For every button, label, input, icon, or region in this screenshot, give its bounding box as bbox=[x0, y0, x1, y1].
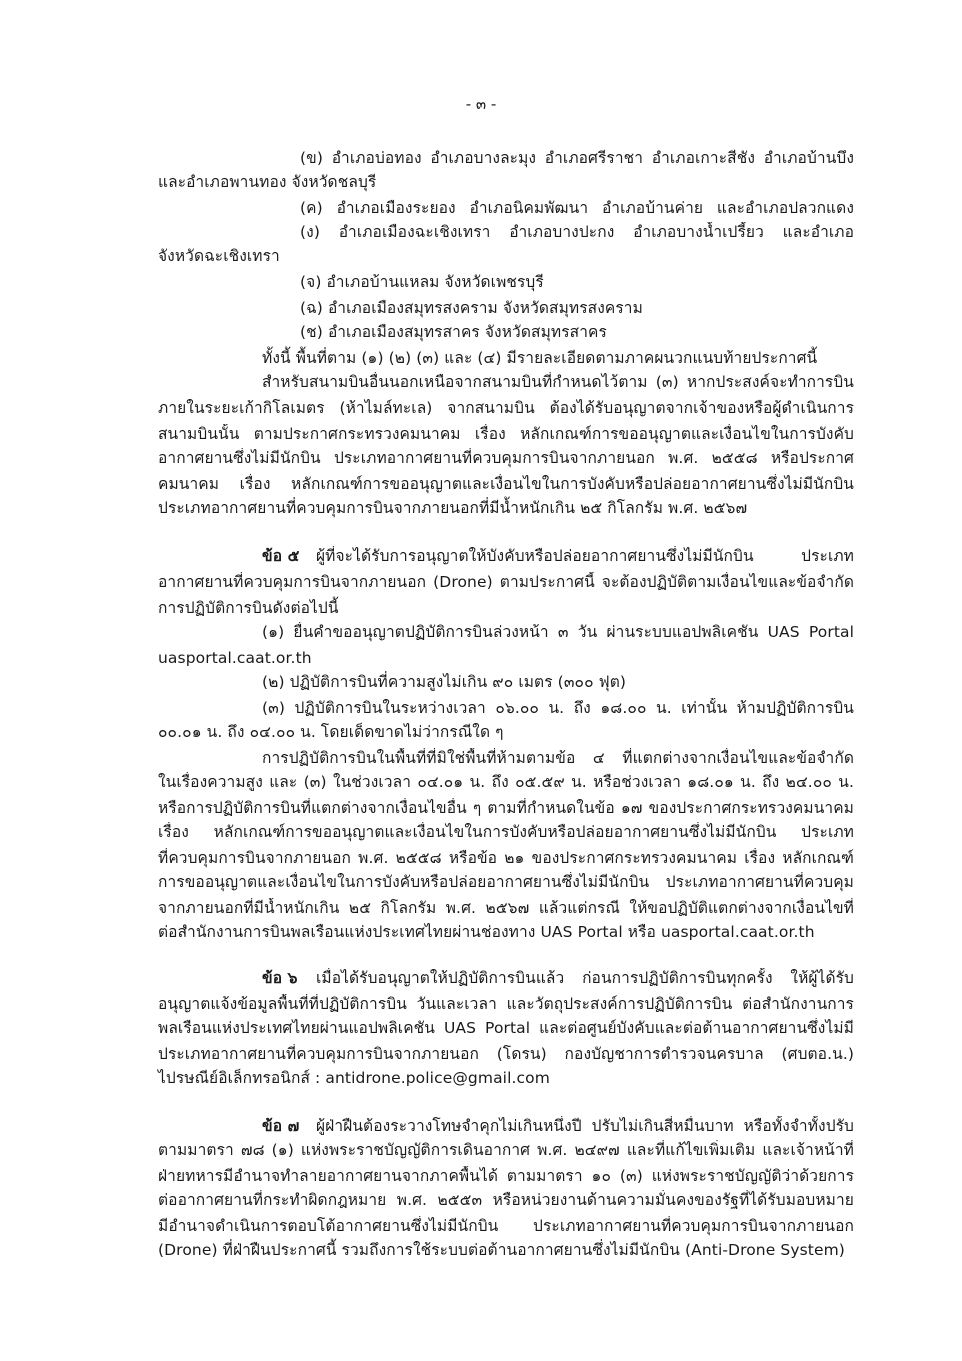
text-line: พลเรือนแห่งประเทศไทยผ่านแอปพลิเคชัน UAS Portal และต่อศูนย์บังคับและต่อต้านอากาศยานซึ่งไม่มี bbox=[158, 1019, 854, 1037]
text-line: อากาศยานซึ่งไม่มีนักบิน ประเภทอากาศยานที่ควบคุมการบินจากภายนอก พ.ศ. ๒๕๕๘ หรือประกาศ bbox=[158, 449, 854, 467]
text-line: ผู้ฝ่าฝืนต้องระวางโทษจำคุกไม่เกินหนึ่งปี ปรับไม่เกินสี่หมื่นบาท หรือทั้งจำทั้งปรับ bbox=[316, 1117, 854, 1135]
text-line: (ข) อำเภอบ่อทอง อำเภอบางละมุง อำเภอศรีราชา อำเภอเกาะสีชัง อำเภอบ้านบึง bbox=[300, 149, 854, 167]
text-line: การปฏิบัติการบินในพื้นที่ที่มิใช่พื้นที่ห้ามตามข้อ ๔ ที่แตกต่างจากเงื่อนไขและข้อจำกัด bbox=[262, 749, 854, 767]
text-line: (๑) ยื่นคำขออนุญาตปฏิบัติการบินล่วงหน้า ๓ วัน ผ่านระบบแอปพลิเคชัน UAS Portal bbox=[262, 623, 854, 641]
text-line: เมื่อได้รับอนุญาตให้ปฏิบัติการบินแล้ว ก่อนการปฏิบัติการบินทุกครั้ง ให้ผู้ได้รับ bbox=[316, 969, 854, 987]
text-line: ทั้งนี้ พื้นที่ตาม (๑) (๒) (๓) และ (๔) มีรายละเอียดตามภาคผนวกแนบท้ายประกาศนี้ bbox=[262, 349, 818, 367]
text-line: คมนาคม เรื่อง หลักเกณฑ์การขออนุญาตและเงื่อนไขในการบังคับหรือปล่อยอากาศยานซึ่งไม่มีนักบิน bbox=[158, 475, 854, 493]
text-line: ไปรษณีย์อิเล็กทรอนิกส์ : antidrone.police@gmail.com bbox=[158, 1069, 550, 1087]
text-line: (Drone) ที่ฝ่าฝืนประกาศนี้ รวมถึงการใช้ระบบต่อต้านอากาศยานซึ่งไม่มีนักบิน (Anti-Drone System) bbox=[158, 1241, 845, 1259]
text-line: ภายในระยะเก้ากิโลเมตร (ห้าไมล์ทะเล) จากสนามบิน ต้องได้รับอนุญาตจากเจ้าของหรือผู้ดำเนินการ bbox=[158, 399, 854, 417]
text-line: uasportal.caat.or.th bbox=[158, 649, 312, 667]
text-line: การขออนุญาตและเงื่อนไขในการบังคับหรือปล่อยอากาศยานซึ่งไม่มีนักบิน ประเภทอากาศยานที่ควบคุม bbox=[158, 873, 854, 891]
text-line: มีอำนาจดำเนินการตอบโต้อากาศยานซึ่งไม่มีนักบิน ประเภทอากาศยานที่ควบคุมการบินจากภายนอก bbox=[158, 1217, 854, 1235]
text-line: และอำเภอพานทอง จังหวัดชลบุรี bbox=[158, 173, 377, 191]
text-line: ฝ่ายทหารมีอำนาจทำลายอากาศยานจากภาคพื้นได้ ตามมาตรา ๑๐ (๓) แห่งพระราชบัญญัติว่าด้วยการ bbox=[158, 1167, 854, 1185]
clause-heading: ข้อ ๖ bbox=[262, 969, 298, 987]
text-line: ที่ควบคุมการบินจากภายนอก พ.ศ. ๒๕๕๘ หรือข้อ ๒๑ ของประกาศกระทรวงคมนาคม เรื่อง หลักเกณฑ์ bbox=[158, 849, 854, 867]
clause-heading: ข้อ ๕ bbox=[262, 547, 300, 565]
text-line: ในเรื่องความสูง และ (๓) ในช่วงเวลา ๐๔.๐๑ น. ถึง ๐๕.๕๙ น. หรือช่วงเวลา ๑๘.๐๑ น. ถึง ๒๔.๐๐ น. bbox=[158, 773, 854, 791]
text-line: เรื่อง หลักเกณฑ์การขออนุญาตและเงื่อนไขในการบังคับหรือปล่อยอากาศยานซึ่งไม่มีนักบิน ประเภท bbox=[158, 823, 854, 841]
text-line: (๒) ปฏิบัติการบินที่ความสูงไม่เกิน ๙๐ เมตร (๓๐๐ ฟุต) bbox=[262, 673, 627, 691]
text-line: (ค) อำเภอเมืองระยอง อำเภอนิคมพัฒนา อำเภอบ้านค่าย และอำเภอปลวกแดง bbox=[300, 199, 854, 217]
text-line: อนุญาตแจ้งข้อมูลพื้นที่ที่ปฏิบัติการบิน วันและเวลา และวัตถุประสงค์การปฏิบัติการบิน ต่อสำนักงานการ bbox=[158, 995, 854, 1013]
text-line: ต่อสำนักงานการบินพลเรือนแห่งประเทศไทยผ่านช่องทาง UAS Portal หรือ uasportal.caat.or.th bbox=[158, 923, 815, 941]
text-line: (ฉ) อำเภอเมืองสมุทรสงคราม จังหวัดสมุทรสงคราม bbox=[300, 299, 643, 317]
text-line: ประเภทอากาศยานที่ควบคุมการบินจากภายนอก (โดรน) กองบัญชาการตำรวจนครบาล (ศบตอ.น.) bbox=[158, 1045, 854, 1063]
text-line: (๓) ปฏิบัติการบินในระหว่างเวลา ๐๖.๐๐ น. ถึง ๑๘.๐๐ น. เท่านั้น ห้ามปฏิบัติการบิน bbox=[262, 699, 854, 717]
text-line: จังหวัดฉะเชิงเทรา bbox=[158, 247, 280, 265]
text-line: สนามบินนั้น ตามประกาศกระทรวงคมนาคม เรื่อง หลักเกณฑ์การขออนุญาตและเงื่อนไขในการบังคับ bbox=[158, 425, 854, 443]
text-line: จากภายนอกที่มีน้ำหนักเกิน ๒๕ กิโลกรัม พ.ศ. ๒๕๖๗ แล้วแต่กรณี ให้ขอปฏิบัติแตกต่างจากเงื่อนไขที่ bbox=[158, 899, 854, 917]
text-line: อากาศยานที่ควบคุมการบินจากภายนอก (Drone) ตามประกาศนี้ จะต้องปฏิบัติตามเงื่อนไขและข้อจำกัด bbox=[158, 573, 854, 591]
text-line: หรือการปฏิบัติการบินที่แตกต่างจากเงื่อนไขอื่น ๆ ตามที่กำหนดในข้อ ๑๗ ของประกาศกระทรวงคมนาคม bbox=[158, 799, 854, 817]
text-line: (ง) อำเภอเมืองฉะเชิงเทรา อำเภอบางปะกง อำเภอบางน้ำเปรี้ยว และอำเภอ bbox=[300, 223, 854, 241]
text-line: ๐๐.๐๑ น. ถึง ๐๔.๐๐ น. โดยเด็ดขาดไม่ว่ากรณีใด ๆ bbox=[158, 723, 504, 741]
text-line: (จ) อำเภอบ้านแหลม จังหวัดเพชรบุรี bbox=[300, 273, 544, 291]
text-line: ตามมาตรา ๗๘ (๑) แห่งพระราชบัญญัติการเดินอากาศ พ.ศ. ๒๔๙๗ และที่แก้ไขเพิ่มเติม และเจ้าหน้าที่ bbox=[158, 1141, 854, 1159]
text-line: สำหรับสนามบินอื่นนอกเหนือจากสนามบินที่กำหนดไว้ตาม (๓) หากประสงค์จะทำการบิน bbox=[262, 373, 854, 391]
text-line: ประเภทอากาศยานที่ควบคุมการบินจากภายนอกที่มีน้ำหนักเกิน ๒๕ กิโลกรัม พ.ศ. ๒๕๖๗ bbox=[158, 499, 748, 517]
page-number: - ๓ - bbox=[465, 95, 497, 113]
text-line: การปฏิบัติการบินดังต่อไปนี้ bbox=[158, 599, 339, 617]
text-line: (ช) อำเภอเมืองสมุทรสาคร จังหวัดสมุทรสาคร bbox=[300, 323, 607, 341]
text-line: ผู้ที่จะได้รับการอนุญาตให้บังคับหรือปล่อยอากาศยานซึ่งไม่มีนักบิน ประเภท bbox=[316, 547, 854, 565]
text-line: ต่ออากาศยานที่กระทำผิดกฎหมาย พ.ศ. ๒๕๕๓ หรือหน่วยงานด้านความมั่นคงของรัฐที่ได้รับมอบหมาย bbox=[158, 1191, 854, 1209]
clause-heading: ข้อ ๗ bbox=[262, 1117, 300, 1135]
